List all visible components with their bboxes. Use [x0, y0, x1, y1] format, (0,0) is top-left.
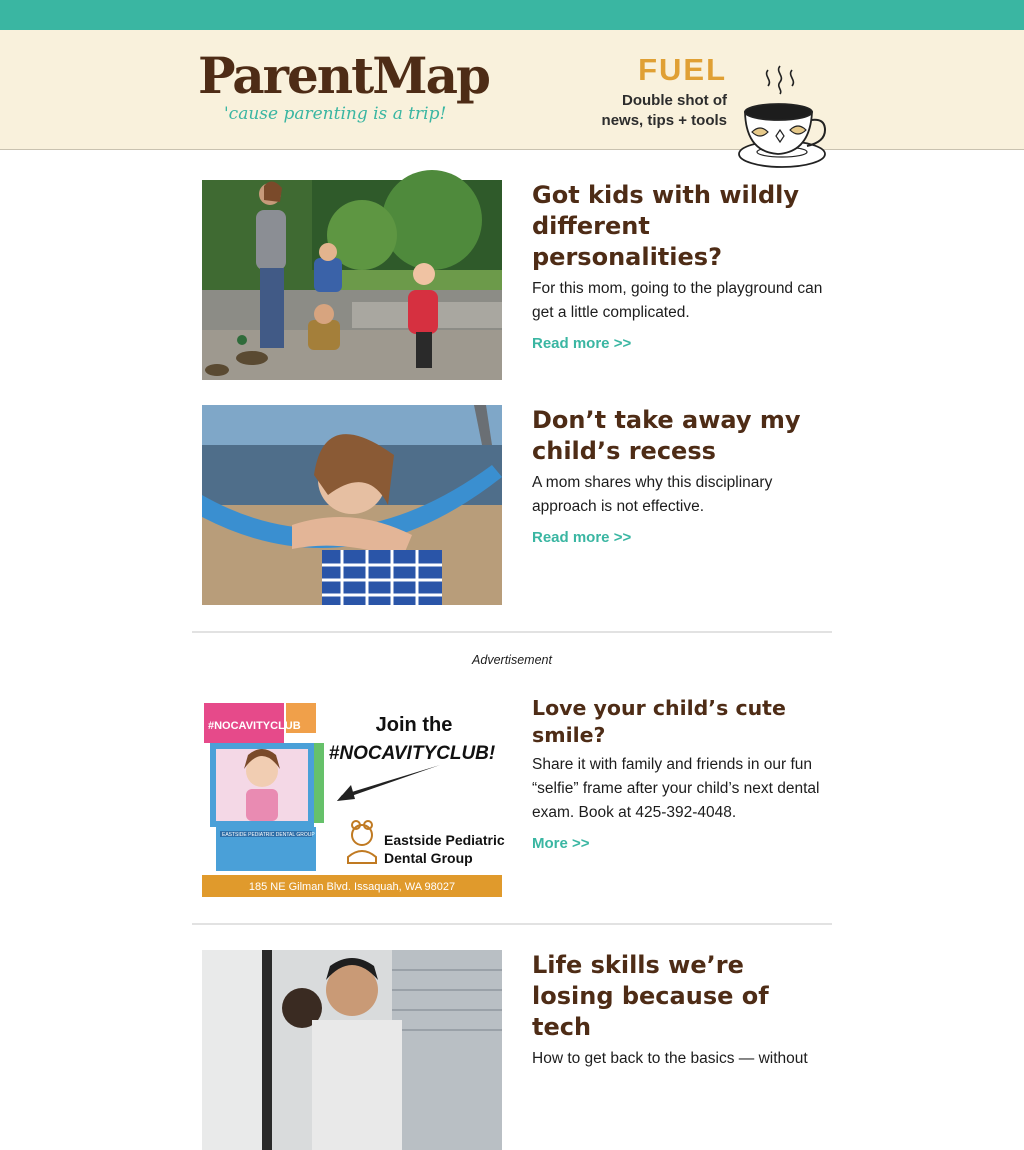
article-headline[interactable]: Don’t take away my child’s recess: [532, 406, 801, 465]
article-card: [202, 950, 832, 1067]
sponsored-blurb: Share it with family and friends in our fun “selfie” frame after your child’s next dental exam. Book at 425-392-4048.: [532, 756, 820, 821]
parentmap-logo[interactable]: ParentMap: [198, 46, 489, 105]
sponsored-card: [202, 695, 832, 897]
logo-tagline: 'cause parenting is a trip!: [224, 104, 447, 124]
sponsored-text: [532, 695, 832, 853]
ad-join-line1: Join the: [375, 714, 453, 736]
ad-brand-line2: Dental Group: [384, 850, 473, 866]
top-accent-bar: [0, 0, 1024, 30]
article-blurb: A mom shares why this disciplinary approach is not effective.: [532, 474, 773, 515]
child-on-swing-photo[interactable]: [202, 405, 502, 605]
read-more-link[interactable]: Read more >>: [532, 529, 632, 546]
dental-ad-image[interactable]: [202, 695, 505, 897]
ad-hashtag-badge: #NOCAVITYCLUB: [208, 720, 301, 732]
article-headline[interactable]: Got kids with wildly different personalities?: [532, 181, 800, 271]
advertisement-label: Advertisement: [472, 653, 552, 667]
article-card: [202, 180, 832, 380]
ad-brand-line1: Eastside Pediatric: [384, 832, 505, 848]
newsletter-subtitle-line1: Double shot of: [622, 92, 727, 109]
newsletter-title: FUEL: [638, 52, 727, 87]
section-divider: [192, 631, 832, 633]
ad-frame-caption: EASTSIDE PEDIATRIC DENTAL GROUP: [222, 832, 315, 838]
ad-address: 185 NE Gilman Blvd. Issaquah, WA 98027: [248, 881, 456, 893]
article-text: [532, 180, 832, 353]
ad-join-line2: #NOCAVITYCLUB!: [328, 743, 496, 764]
article-text: [532, 950, 832, 1071]
parent-hugging-child-photo[interactable]: [202, 950, 502, 1150]
newsletter-subtitle-line2: news, tips + tools: [601, 112, 727, 129]
coffee-cup-icon: [736, 66, 828, 170]
article-headline[interactable]: Life skills we’re losing because of tech: [532, 951, 769, 1041]
newsletter-subtitle: [527, 91, 727, 131]
newsletter-header: [0, 30, 1024, 150]
article-blurb: For this mom, going to the playground can get a little complicated.: [532, 280, 823, 321]
read-more-link[interactable]: Read more >>: [532, 335, 632, 352]
article-card: [202, 405, 832, 605]
article-blurb: How to get back to the basics — without: [532, 1050, 808, 1067]
sponsored-headline[interactable]: Love your child’s cute smile?: [532, 696, 786, 747]
more-link[interactable]: More >>: [532, 835, 590, 852]
article-text: [532, 405, 832, 547]
playground-kids-photo[interactable]: [202, 180, 502, 380]
section-divider: [192, 923, 832, 925]
